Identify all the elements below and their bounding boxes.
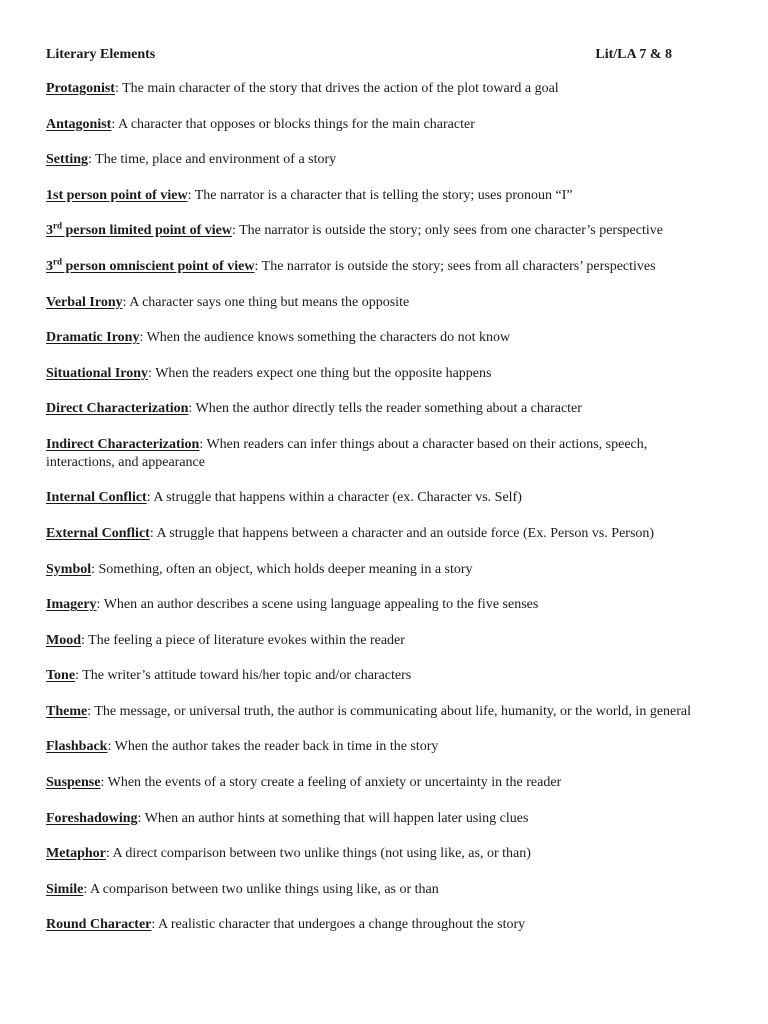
- term: Protagonist: [46, 81, 115, 96]
- term: Direct Characterization: [46, 401, 189, 417]
- glossary-entry-direct-characterization: Direct Characterization: When the author directly tells the reader something about a character: [46, 401, 582, 417]
- glossary-entry-flashback: Flashback: When the author takes the reader back in time in the story: [46, 739, 439, 755]
- glossary-entry-theme: Theme: The message, or universal truth, the author is communicating about life, humanity, or the world, in general: [46, 703, 692, 719]
- definition: When the events of a story create a feeling of anxiety or uncertainty in the reader: [107, 775, 562, 791]
- term: Situational Irony: [46, 365, 149, 381]
- definition: The message, or universal truth, the author is communicating about life, humanity, or the world, in general: [94, 703, 692, 719]
- glossary-entry-tone: Tone: The writer’s attitude toward his/her topic and/or characters: [46, 668, 412, 684]
- term: 1st person point of view: [46, 187, 188, 203]
- glossary-entry-symbol: Symbol: Something, often an object, which holds deeper meaning in a story: [46, 561, 473, 577]
- definition: The narrator is outside the story; only sees from one character’s perspective: [239, 223, 663, 239]
- definition: When the readers expect one thing but the opposite happens: [155, 365, 492, 381]
- glossary-entry-mood: Mood: The feeling a piece of literature evokes within the reader: [46, 632, 405, 648]
- glossary-entry-setting: Setting: The time, place and environment of a story: [46, 152, 337, 168]
- definition: The narrator is a character that is telling the story; uses pronoun “I”: [194, 187, 573, 203]
- term: Simile: [46, 881, 84, 897]
- definition: A direct comparison between two unlike things (not using like, as, or than): [112, 846, 531, 862]
- definition: A realistic character that undergoes a change throughout the story: [158, 917, 526, 933]
- term: 3rd person omniscient point of view: [46, 256, 255, 274]
- glossary-entry-indirect-characterization: Indirect Characterization: When readers can infer things about a character based on their actions, speech, interactions, and appearance: [46, 436, 648, 470]
- term: Antagonist: [46, 116, 112, 132]
- document-page: [46, 46, 718, 952]
- glossary-entry-simile: Simile: A comparison between two unlike things using like, as or than: [46, 881, 439, 897]
- definition: Something, often an object, which holds deeper meaning in a story: [98, 561, 473, 577]
- glossary-entry-protagonist: Protagonist: The main character of the story that drives the action of the plot toward a goal: [46, 81, 559, 96]
- document-header: [46, 46, 718, 64]
- glossary-entry-imagery: Imagery: When an author describes a scene using language appealing to the five senses: [46, 597, 539, 613]
- term: Foreshadowing: [46, 810, 138, 826]
- term: Indirect Characterization: [46, 436, 200, 452]
- definition: When readers can infer things about a character based on their actions, speech, interactions, and appearance: [46, 436, 648, 470]
- glossary-entry-internal-conflict: Internal Conflict: A struggle that happens within a character (ex. Character vs. Self): [46, 490, 522, 506]
- term: Mood: [46, 632, 81, 648]
- definition: The feeling a piece of literature evokes within the reader: [88, 632, 405, 648]
- definition: A struggle that happens between a character and an outside force (Ex. Person vs. Person): [156, 525, 655, 541]
- term: Dramatic Irony: [46, 330, 140, 346]
- definition: When the author directly tells the reader something about a character: [195, 401, 582, 417]
- course-label: Lit/LA 7 & 8: [595, 47, 672, 62]
- glossary-entry-first-person: 1st person point of view: The narrator is a character that is telling the story; uses pronoun “I”: [46, 187, 573, 203]
- term: Round Character: [46, 917, 152, 933]
- glossary-entry-external-conflict: External Conflict: A struggle that happens between a character and an outside force (Ex. Person vs. Person): [46, 525, 655, 541]
- term: External Conflict: [46, 525, 150, 541]
- glossary-entry-situational-irony: Situational Irony: When the readers expect one thing but the opposite happens: [46, 365, 492, 381]
- term: 3rd person limited point of view: [46, 220, 232, 239]
- definition: When an author hints at something that will happen later using clues: [144, 810, 529, 826]
- definition: When the audience knows something the characters do not know: [146, 330, 511, 346]
- definition: A character says one thing but means the opposite: [129, 294, 410, 310]
- term: Setting: [46, 152, 88, 168]
- term: Internal Conflict: [46, 490, 147, 506]
- definition: When the author takes the reader back in time in the story: [114, 739, 439, 755]
- term: Verbal Irony: [46, 294, 123, 310]
- term: Flashback: [46, 739, 108, 755]
- definition: When an author describes a scene using language appealing to the five senses: [103, 597, 539, 613]
- glossary-entry-metaphor: Metaphor: A direct comparison between two unlike things (not using like, as, or than): [46, 846, 531, 862]
- term: Tone: [46, 668, 76, 684]
- glossary-entry-antagonist: Antagonist: A character that opposes or blocks things for the main character: [46, 116, 475, 132]
- term: Metaphor: [46, 846, 106, 862]
- glossary-entry-foreshadowing: Foreshadowing: When an author hints at something that will happen later using clues: [46, 810, 529, 826]
- document-title: Literary Elements: [46, 47, 156, 62]
- definition: The narrator is outside the story; sees from all characters’ perspectives: [261, 258, 656, 274]
- term: Theme: [46, 703, 88, 719]
- definition: The writer’s attitude toward his/her topic and/or characters: [82, 668, 412, 684]
- glossary-entry-suspense: Suspense: When the events of a story create a feeling of anxiety or uncertainty in the reader: [46, 775, 562, 791]
- glossary-entry-third-person-omniscient: 3rd person omniscient point of view: The narrator is outside the story; sees from all characters’ perspectives: [46, 256, 656, 274]
- glossary-entry-dramatic-irony: Dramatic Irony: When the audience knows something the characters do not know: [46, 330, 511, 346]
- glossary-list: [46, 80, 718, 934]
- term: Symbol: [46, 561, 92, 577]
- glossary-entry-third-person-limited: 3rd person limited point of view: The narrator is outside the story; only sees from one character’s perspective: [46, 220, 663, 239]
- definition: The main character of the story that drives the action of the plot toward a goal: [122, 81, 559, 96]
- definition: A struggle that happens within a character (ex. Character vs. Self): [153, 490, 522, 506]
- term: Suspense: [46, 775, 101, 791]
- glossary-entry-verbal-irony: Verbal Irony: A character says one thing but means the opposite: [46, 294, 410, 310]
- definition: A character that opposes or blocks things for the main character: [117, 116, 475, 132]
- definition: The time, place and environment of a story: [95, 152, 337, 168]
- definition: A comparison between two unlike things using like, as or than: [89, 881, 439, 897]
- term: Imagery: [46, 597, 97, 613]
- glossary-entry-round-character: Round Character: A realistic character that undergoes a change throughout the story: [46, 917, 526, 933]
